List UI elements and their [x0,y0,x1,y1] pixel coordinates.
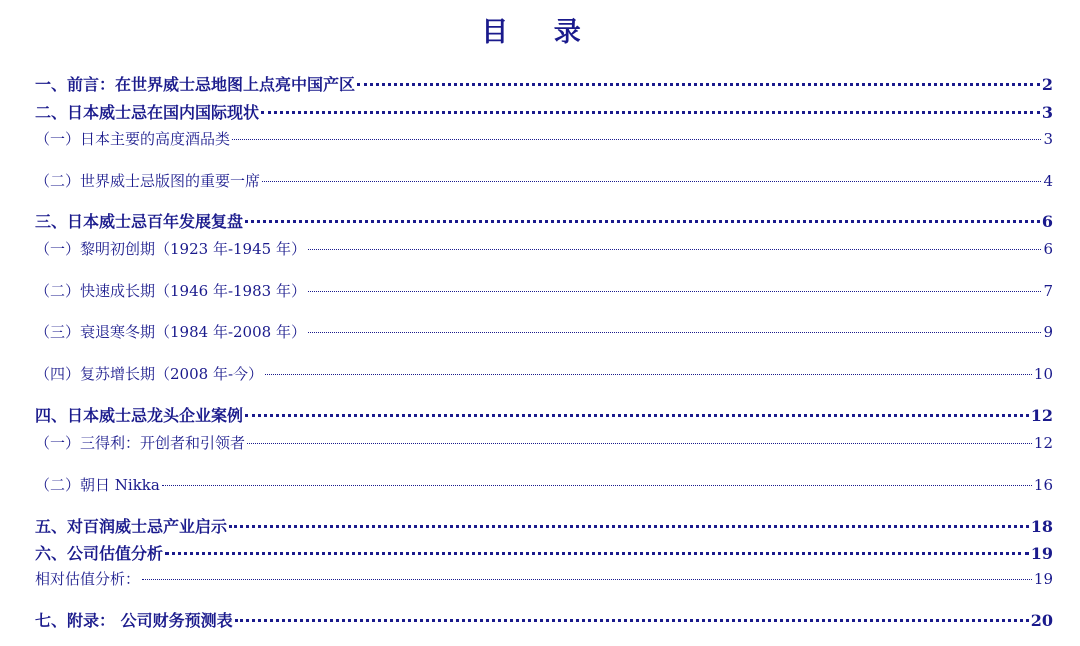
toc-entry-page: 7 [1043,282,1053,300]
toc-entry-label: （一）三得利：开创者和引领者 [35,434,246,452]
toc-entry-label: 七、附录： 公司财务预测表 [35,611,233,630]
toc-entry-label: 四、日本威士忌龙头企业案例 [35,406,244,425]
toc-entry-page: 12 [1033,434,1053,452]
toc-entry[interactable] [35,170,1053,192]
toc-entry-page: 6 [1043,240,1053,258]
toc-entry-page: 18 [1030,517,1053,536]
toc-entry-page: 4 [1043,172,1053,190]
toc-entry[interactable] [35,211,1053,233]
toc-entry-label: 相对估值分析： [35,570,141,588]
toc-entry[interactable] [35,543,1053,565]
toc-entry-label: 五、对百润威士忌产业启示 [35,517,228,536]
toc-entry[interactable] [35,102,1053,124]
toc-entry[interactable] [35,610,1053,632]
toc-leader-dots [308,291,1041,292]
toc-leader-dots [245,220,1040,223]
toc-entry-label: （二）世界威士忌版图的重要一席 [35,172,261,190]
toc-leader-dots [235,619,1029,622]
toc-entry[interactable] [35,280,1053,302]
toc-entry[interactable] [35,568,1053,590]
toc-entry-label: （一）黎明初创期（1923 年-1945 年） [35,240,306,258]
toc-entry-label: 二、日本威士忌在国内国际现状 [35,103,260,122]
toc-leader-dots [142,579,1032,580]
toc-entry[interactable] [35,432,1053,454]
toc-entry-page: 19 [1030,544,1053,563]
toc-leader-dots [245,414,1029,417]
toc-entry-page: 12 [1030,406,1053,425]
toc-leader-dots [165,552,1029,555]
toc-entry-page: 16 [1033,476,1053,494]
toc-entry-label: 三、日本威士忌百年发展复盘 [35,212,244,231]
toc-entry[interactable] [35,363,1053,385]
toc-entry-page: 3 [1043,130,1053,148]
toc-entry[interactable] [35,74,1053,96]
toc-leader-dots [262,181,1041,182]
toc-entry-label: （四）复苏增长期（2008 年-今） [35,365,264,383]
toc-entry-label: （二）朝日 Nikka [35,476,160,494]
toc-entry-page: 3 [1041,103,1053,122]
toc-leader-dots [162,485,1032,486]
toc-entry-page: 6 [1041,212,1053,231]
page-title: 目 录 [481,17,599,48]
toc-entry[interactable] [35,474,1053,496]
toc-entry[interactable] [35,128,1053,150]
toc-entry-label: （二）快速成长期（1946 年-1983 年） [35,282,306,300]
toc-leader-dots [308,332,1041,333]
toc-entry-page: 20 [1030,611,1053,630]
toc-entry-label: （三）衰退寒冬期（1984 年-2008 年） [35,323,306,341]
toc-leader-dots [232,139,1041,140]
toc-leader-dots [265,374,1032,375]
toc-entry[interactable] [35,321,1053,343]
toc-leader-dots [247,443,1032,444]
toc-leader-dots [308,249,1041,250]
toc-leader-dots [229,525,1029,528]
toc-leader-dots [357,83,1040,86]
toc-entry-page: 2 [1041,75,1053,94]
toc-entry-label: 一、前言：在世界威士忌地图上点亮中国产区 [35,75,356,94]
toc-entry-page: 9 [1043,323,1053,341]
toc-entry[interactable] [35,516,1053,538]
toc-entry[interactable] [35,238,1053,260]
toc-leader-dots [261,111,1040,114]
toc-entry-page: 10 [1033,365,1053,383]
toc-entry-page: 19 [1033,570,1053,588]
toc-entry-label: （一）日本主要的高度酒品类 [35,130,231,148]
toc-entry-label: 六、公司估值分析 [35,544,164,563]
toc-entry[interactable] [35,405,1053,427]
